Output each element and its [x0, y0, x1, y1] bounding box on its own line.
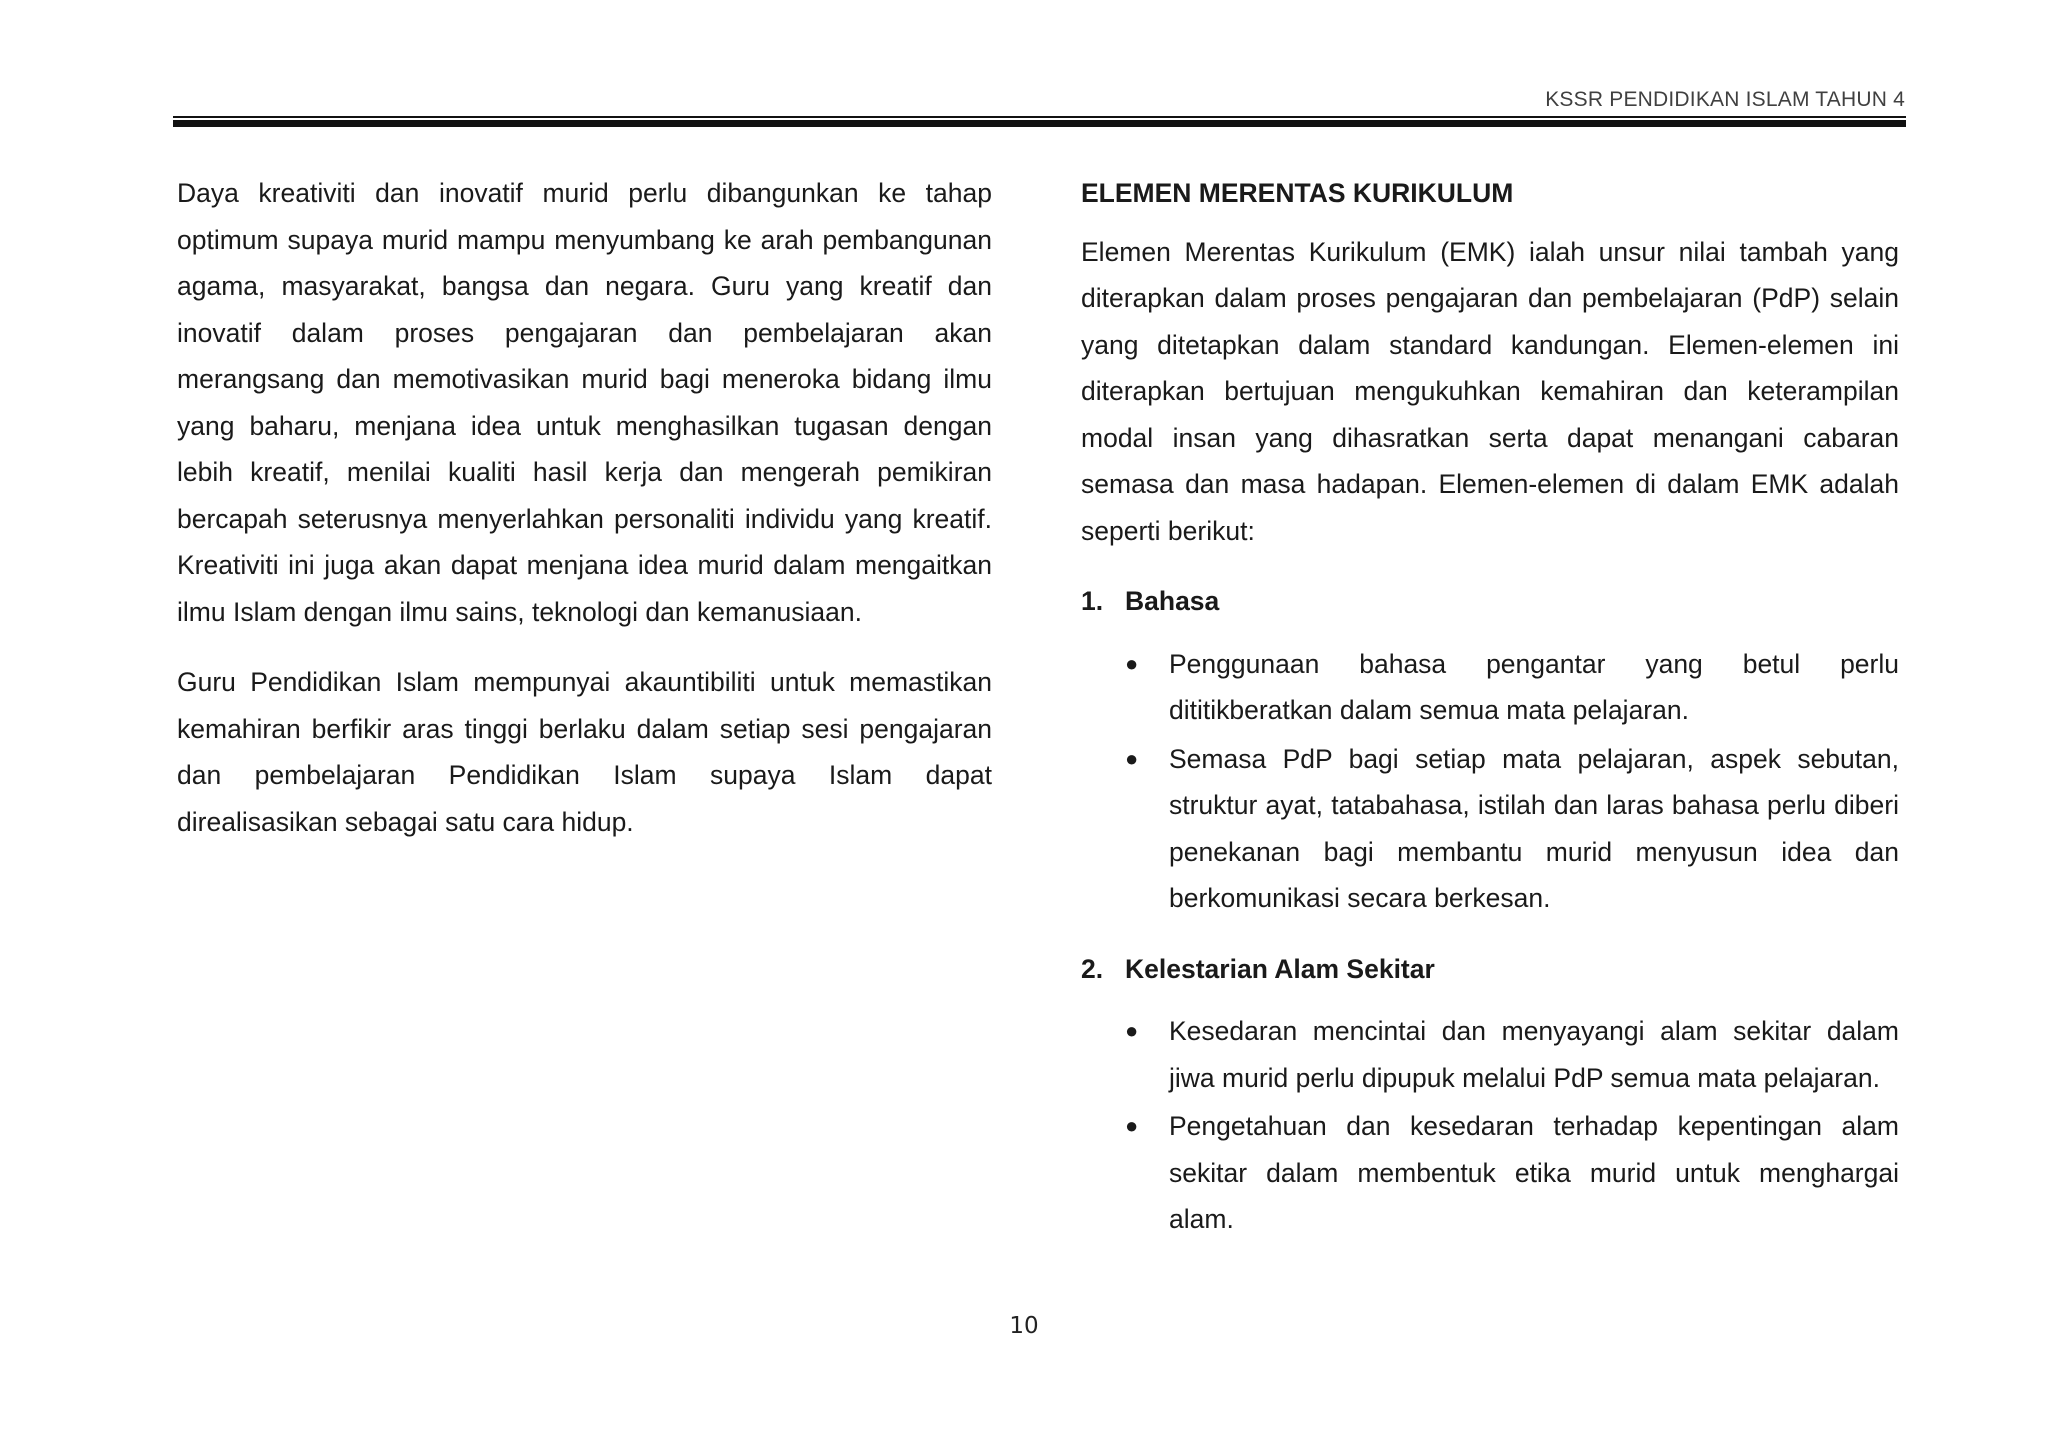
list-item-text: Semasa PdP bagi setiap mata pelajaran, aspek sebutan, struktur ayat, tatabahasa, istilah dan laras bahasa perlu diberi penekanan bagi membantu murid menyusun idea dan berkomunikasi secara berkesan.	[1169, 743, 1899, 913]
list-item	[1125, 736, 1899, 922]
paragraph-accountability: Guru Pendidikan Islam mempunyai akauntibiliti untuk memastikan kemahiran berfikir aras tinggi berlaku dalam setiap sesi pengajaran dan pembelajaran Pendidikan Islam supaya Islam dapat direalisasikan sebagai satu cara hidup.	[177, 667, 992, 837]
list-item-text: Kesedaran mencintai dan menyayangi alam sekitar dalam jiwa murid perlu dipupuk melalui PdP semua mata pelajaran.	[1169, 1016, 1899, 1093]
list-item	[1125, 641, 1899, 734]
section-title-bahasa	[1081, 578, 1899, 625]
section-title-kelestarian	[1081, 946, 1899, 993]
bullet-list-kelestarian	[1081, 1008, 1899, 1243]
list-item	[1125, 1103, 1899, 1243]
right-column	[1081, 170, 1899, 1245]
header-rule-thin	[173, 116, 1906, 118]
section-title: Bahasa	[1125, 586, 1220, 616]
intro-paragraph: Elemen Merentas Kurikulum (EMK) ialah unsur nilai tambah yang diterapkan dalam proses pengajaran dan pembelajaran (PdP) selain yang ditetapkan dalam standard kandungan. Elemen-elemen ini diterapkan bertujuan mengukuhkan kemahiran dan keterampilan modal insan yang dihasratkan serta dapat menangani cabaran semasa dan masa hadapan. Elemen-elemen di dalam EMK adalah seperti berikut:	[1081, 236, 1899, 546]
bullet-list-bahasa	[1081, 641, 1899, 922]
list-item	[1125, 1008, 1899, 1101]
bullet-icon: ●	[1125, 650, 1139, 676]
section-number: 2.	[1081, 953, 1104, 984]
header-rule-thick	[173, 120, 1906, 127]
section-title: Kelestarian Alam Sekitar	[1125, 953, 1435, 984]
bullet-icon: ●	[1125, 1113, 1139, 1138]
left-column	[177, 170, 992, 845]
page-header-title: KSSR PENDIDIKAN ISLAM TAHUN 4	[1545, 88, 1905, 111]
page-number: 10	[1009, 1313, 1039, 1339]
list-item-text: Pengetahuan dan kesedaran terhadap kepentingan alam sekitar dalam membentuk etika murid untuk menghargai alam.	[1169, 1111, 1899, 1234]
paragraph-creativity: Daya kreativiti dan inovatif murid perlu dibangunkan ke tahap optimum supaya murid mampu menyumbang ke arah pembangunan agama, masyarakat, bangsa dan negara. Guru yang kreatif dan inovatif dalam proses pengajaran dan pembelajaran akan merangsang dan memotivasikan murid bagi meneroka bidang ilmu yang baharu, menjana idea untuk menghasilkan tugasan dengan lebih kreatif, menilai kualiti hasil kerja dan mengerah pemikiran bercapah seterusnya menyerlahkan personaliti individu yang kreatif. Kreativiti ini juga akan dapat menjana idea murid dalam mengaitkan ilmu Islam dengan ilmu sains, teknologi dan kemanusiaan.	[177, 178, 992, 627]
bullet-icon: ●	[1125, 1018, 1139, 1043]
list-item-text: Penggunaan bahasa pengantar yang betul perlu dititikberatkan dalam semua mata pelajaran.	[1169, 648, 1899, 725]
section-number: 1.	[1081, 586, 1104, 616]
section-heading: ELEMEN MERENTAS KURIKULUM	[1081, 178, 1514, 208]
bullet-icon: ●	[1125, 745, 1139, 771]
